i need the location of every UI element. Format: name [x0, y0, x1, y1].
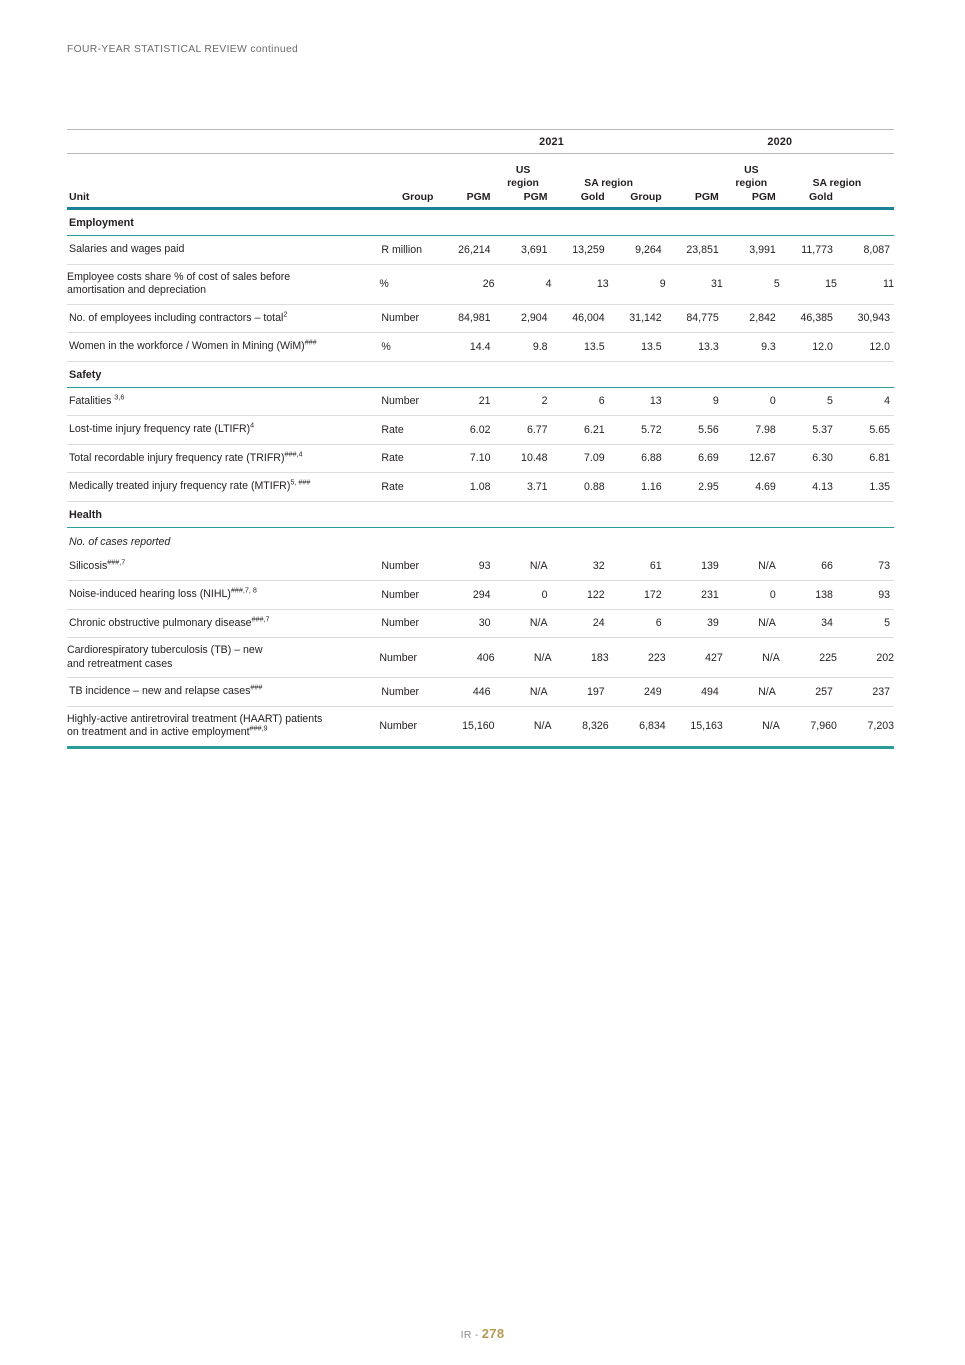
row-value: 5 — [837, 609, 894, 638]
row-label: Employee costs share % of cost of sales before amortisation and depreciation — [67, 264, 379, 304]
row-value: 5.56 — [666, 416, 723, 445]
row-value: 1.35 — [837, 473, 894, 502]
row-value: 8,326 — [582, 720, 609, 732]
column-header-y2021_group: Group — [401, 191, 434, 203]
table-row — [67, 638, 894, 678]
row-value: 3,991 — [723, 236, 780, 265]
region-sa-header: SA region — [584, 177, 633, 189]
row-value: 7,960 — [810, 720, 837, 732]
row-label-superscript: 3,6 — [114, 391, 125, 401]
row-value: 15,160 — [462, 720, 495, 732]
row-label: Medically treated injury frequency rate (MTIFR)$^{5, \#\#\#}$ — [67, 473, 379, 502]
row-label: Fatalities $^{3,6}$ — [67, 387, 379, 416]
row-value: 4 — [495, 264, 552, 304]
row-value: 24 — [552, 609, 609, 638]
row-value: 257 — [780, 678, 837, 707]
row-value: 5.72 — [609, 416, 666, 445]
row-value: 0 — [495, 581, 552, 610]
row-unit: Number — [379, 609, 437, 638]
row-value: 225 — [780, 638, 837, 678]
row-value: 446 — [437, 678, 494, 707]
row-value: 13.3 — [666, 333, 723, 362]
row-value: 46,004 — [552, 304, 609, 333]
row-unit: Number — [379, 581, 437, 610]
row-unit: Number — [379, 638, 437, 678]
row-value: 6 — [552, 387, 609, 416]
row-value: 15,163 — [690, 720, 723, 732]
row-value: 11,773 — [780, 236, 837, 265]
row-label-superscript: ###,4 — [284, 448, 303, 458]
row-value: 6 — [609, 609, 666, 638]
table-row — [67, 387, 894, 416]
table-row — [67, 304, 894, 333]
row-value: 30,943 — [837, 304, 894, 333]
row-value: N/A — [495, 638, 552, 678]
row-unit: Number — [379, 553, 437, 581]
row-value: 6.21 — [552, 416, 609, 445]
row-value: 93 — [837, 581, 894, 610]
row-value: 237 — [837, 678, 894, 707]
row-value: 6.81 — [837, 444, 894, 473]
row-value: 122 — [552, 581, 609, 610]
page-header — [67, 44, 298, 55]
row-value: 172 — [609, 581, 666, 610]
region-blank-group — [437, 154, 494, 192]
row-value: 2 — [495, 387, 552, 416]
row-value: 406 — [437, 638, 494, 678]
row-value: 32 — [552, 553, 609, 581]
row-value: 6,834 — [639, 720, 666, 732]
year-header-row — [67, 130, 894, 154]
row-value: 139 — [666, 553, 723, 581]
row-value: 6.02 — [437, 416, 494, 445]
row-value: N/A — [723, 678, 780, 707]
row-label-superscript: 4 — [250, 420, 255, 430]
row-value: 15 — [780, 264, 837, 304]
table-row — [67, 473, 894, 502]
row-label: TB incidence – new and relapse cases### — [67, 678, 379, 707]
row-value: 13.5 — [552, 333, 609, 362]
row-label: Total recordable injury frequency rate (TRIFR)$^{\#\#\#,4}$ — [67, 444, 379, 473]
row-value: 7.09 — [552, 444, 609, 473]
row-value: 23,851 — [666, 236, 723, 265]
row-label: Silicosis$^{\#\#\#,7}$ — [67, 553, 379, 581]
row-value: 2.95 — [666, 473, 723, 502]
section-header-safety: Safety — [67, 361, 894, 387]
row-unit: Number — [379, 720, 418, 732]
row-label-superscript: ###,7 — [251, 613, 270, 623]
row-value: 14.4 — [437, 333, 494, 362]
row-unit: Rate — [379, 444, 437, 473]
row-value: 3.71 — [495, 473, 552, 502]
row-unit: R million — [379, 236, 437, 265]
row-value: 34 — [780, 609, 837, 638]
row-value: 2,842 — [723, 304, 780, 333]
row-value: 84,775 — [666, 304, 723, 333]
column-header-unit: Unit — [69, 191, 90, 203]
row-value: 9 — [609, 264, 666, 304]
row-value: 10.48 — [495, 444, 552, 473]
row-value: 5.37 — [780, 416, 837, 445]
row-label: Women in the workforce / Women in Mining (WiM)### — [67, 333, 379, 362]
row-value: N/A — [495, 553, 552, 581]
column-header-y2020_sa_pgm: PGM — [751, 191, 776, 203]
row-value: 21 — [437, 387, 494, 416]
section-header-health: Health — [67, 501, 894, 527]
region-blank-group — [666, 154, 723, 192]
row-value: 6.88 — [609, 444, 666, 473]
row-value: 4.69 — [723, 473, 780, 502]
row-value: 249 — [609, 678, 666, 707]
row-value: N/A — [533, 720, 552, 732]
row-value: 13,259 — [552, 236, 609, 265]
row-value: 31,142 — [609, 304, 666, 333]
section-subheading: No. of cases reported — [69, 535, 171, 548]
row-value: 5.65 — [837, 416, 894, 445]
row-value: 13.5 — [609, 333, 666, 362]
row-value: 197 — [552, 678, 609, 707]
row-label-superscript: ### — [250, 682, 263, 692]
row-value: N/A — [762, 720, 780, 732]
footer-prefix: IR - — [460, 1330, 482, 1341]
row-value: 13 — [552, 264, 609, 304]
column-header-row — [67, 191, 894, 207]
row-value: 138 — [780, 581, 837, 610]
column-header-y2021_us_pgm: PGM — [466, 191, 491, 203]
row-label-superscript: ###,7, 8 — [230, 585, 257, 595]
row-value: 494 — [666, 678, 723, 707]
row-value: 31 — [666, 264, 723, 304]
statistical-table-container — [67, 128, 894, 749]
row-value: 73 — [837, 553, 894, 581]
row-value: 7,203 — [867, 720, 894, 732]
row-unit: Rate — [379, 416, 437, 445]
row-value: 183 — [552, 638, 609, 678]
region-header-row — [67, 154, 894, 192]
row-unit: Number — [379, 678, 437, 707]
row-value: 6.30 — [780, 444, 837, 473]
row-value: 1.08 — [437, 473, 494, 502]
row-value: 39 — [666, 609, 723, 638]
table-row — [67, 553, 894, 581]
row-value: 4.13 — [780, 473, 837, 502]
row-unit: Number — [379, 304, 437, 333]
row-value: 3,691 — [495, 236, 552, 265]
row-value: 26 — [437, 264, 494, 304]
row-value: N/A — [723, 638, 780, 678]
row-label-superscript: ### — [304, 337, 317, 347]
page-footer — [0, 1326, 965, 1341]
table-row — [67, 609, 894, 638]
row-label-superscript: 5, ### — [290, 477, 311, 487]
region-sa-header: SA region — [812, 177, 862, 189]
row-value: 5 — [723, 264, 780, 304]
row-value: 427 — [666, 638, 723, 678]
row-value: 61 — [609, 553, 666, 581]
section-header-employment: Employment — [67, 210, 894, 236]
table-row — [67, 678, 894, 707]
row-value: 13 — [609, 387, 666, 416]
four-year-statistical-table — [67, 128, 894, 749]
table-row — [67, 236, 894, 265]
row-value: 0.88 — [552, 473, 609, 502]
table-row — [67, 444, 894, 473]
row-unit: Rate — [379, 473, 437, 502]
row-value: N/A — [723, 553, 780, 581]
row-value: N/A — [495, 678, 552, 707]
row-value: 2,904 — [495, 304, 552, 333]
row-label: Chronic obstructive pulmonary disease$^{\#\#\#,7}$ — [67, 609, 379, 638]
row-value: 11 — [837, 264, 894, 304]
row-value: 6.69 — [666, 444, 723, 473]
row-unit: % — [379, 264, 437, 304]
column-header-y2020_sa_gold: Gold — [808, 191, 833, 203]
row-value: 5 — [780, 387, 837, 416]
column-header-y2021_sa_gold: Gold — [580, 191, 605, 203]
page-header-title: FOUR-YEAR STATISTICAL REVIEW — [67, 44, 248, 55]
row-value: 1.16 — [609, 473, 666, 502]
row-value: N/A — [495, 609, 552, 638]
row-value: 231 — [666, 581, 723, 610]
region-us-header: US region — [507, 165, 539, 189]
column-header-y2020_us_pgm: PGM — [694, 191, 719, 203]
row-label: Cardiorespiratory tuberculosis (TB) – new and retreatment cases — [67, 638, 379, 678]
row-value: 202 — [837, 638, 894, 678]
row-label: No. of employees including contractors – total$^2$ — [67, 304, 379, 333]
row-unit: % — [379, 333, 437, 362]
year-header-2020: 2020 — [666, 130, 894, 154]
table-bottom-accent — [67, 746, 894, 749]
table-row — [67, 416, 894, 445]
table-row — [67, 264, 894, 304]
column-header-y2020_group: Group — [630, 191, 662, 203]
row-value: 46,385 — [780, 304, 837, 333]
row-value: 12.0 — [780, 333, 837, 362]
row-value: 294 — [437, 581, 494, 610]
page-header-suffix: continued — [247, 44, 299, 55]
table-row — [67, 333, 894, 362]
row-label: Highly-active antiretroviral treatment (HAART) patients on treatment and in active employment$^{\#\#\#,9}$ — [67, 712, 323, 738]
row-value: 9.3 — [723, 333, 780, 362]
row-value: 0 — [723, 387, 780, 416]
column-header-y2021_sa_pgm: PGM — [523, 191, 548, 203]
row-value: 12.67 — [723, 444, 780, 473]
row-label-superscript: ###,9 — [249, 723, 268, 733]
row-value: 7.10 — [437, 444, 494, 473]
row-value: 9 — [666, 387, 723, 416]
row-value: 12.0 — [837, 333, 894, 362]
row-label: Salaries and wages paid — [67, 236, 379, 265]
row-value: 9.8 — [495, 333, 552, 362]
row-value: 9,264 — [609, 236, 666, 265]
region-us-header: US region — [735, 165, 768, 189]
row-value: 93 — [437, 553, 494, 581]
row-value: 84,981 — [437, 304, 494, 333]
row-value: 7.98 — [723, 416, 780, 445]
row-unit: Number — [379, 387, 437, 416]
row-label-superscript: 2 — [283, 308, 288, 318]
table-row — [67, 706, 894, 746]
year-header-2021: 2021 — [437, 130, 665, 154]
row-value: 0 — [723, 581, 780, 610]
table-row — [67, 581, 894, 610]
row-label-superscript: ###,7 — [107, 556, 126, 566]
row-value: 4 — [837, 387, 894, 416]
row-label: Lost-time injury frequency rate (LTIFR)$^4$ — [67, 416, 379, 445]
row-label: Noise-induced hearing loss (NIHL)$^{\#\#\#,7, 8}$ — [67, 581, 379, 610]
row-value: 223 — [609, 638, 666, 678]
row-value: 30 — [437, 609, 494, 638]
footer-page-number: 278 — [481, 1326, 505, 1341]
row-value: N/A — [723, 609, 780, 638]
row-value: 8,087 — [837, 236, 894, 265]
row-value: 6.77 — [495, 416, 552, 445]
row-value: 66 — [780, 553, 837, 581]
row-value: 26,214 — [437, 236, 494, 265]
